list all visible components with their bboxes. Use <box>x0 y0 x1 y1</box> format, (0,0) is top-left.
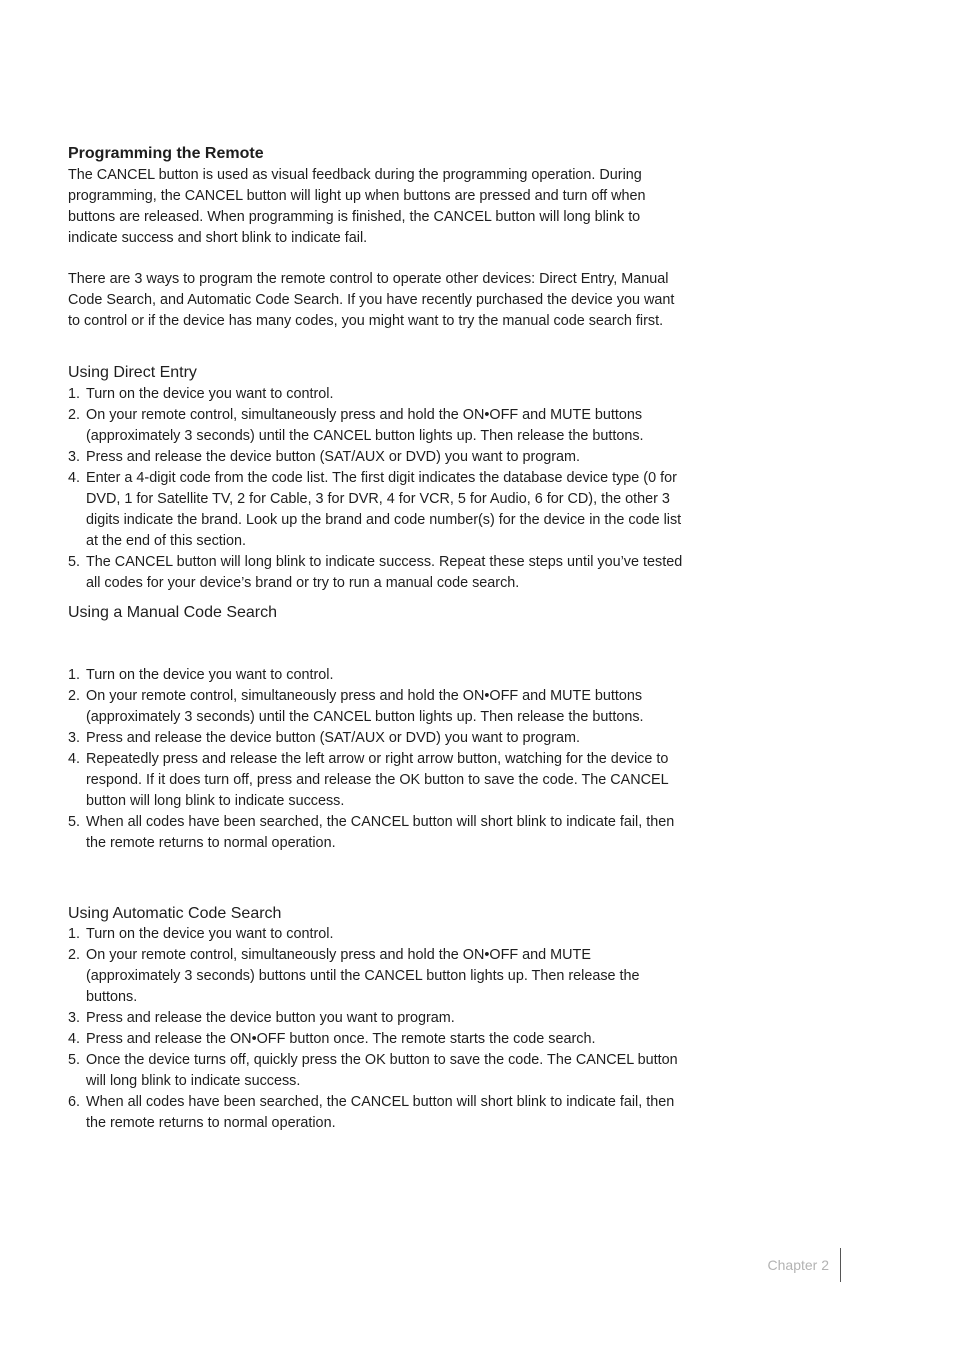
step-text: When all codes have been searched, the CANCEL button will short blink to indicate fail, then the remote returns to normal operation. <box>86 1094 675 1131</box>
list-item <box>68 1008 688 1029</box>
step-text: Enter a 4-digit code from the code list. The first digit indicates the database device type (0 for DVD, 1 for Satellite TV, 2 for Cable, 3 for DVR, 4 for VCR, 5 for Audio, 6 for CD), the other 3 digits indicate the brand. Look up the brand and code number(s) for the device in the code list at the end of this section. <box>86 470 682 549</box>
step-number: 1. <box>68 386 81 402</box>
auto-search-steps <box>68 924 688 1134</box>
step-number: 2. <box>68 947 81 963</box>
section-title: Programming the Remote <box>68 145 264 162</box>
step-text: Once the device turns off, quickly press the OK button to save the code. The CANCEL button will long blink to indicate success. <box>86 1052 678 1089</box>
step-number: 3. <box>68 449 81 465</box>
list-item <box>68 384 688 405</box>
step-number: 2. <box>68 688 81 704</box>
step-number: 5. <box>68 1052 81 1068</box>
manual-search-title: Using a Manual Code Search <box>68 604 278 621</box>
list-item <box>68 924 688 945</box>
step-number: 5. <box>68 814 81 830</box>
step-number: 1. <box>68 926 81 942</box>
step-number: 4. <box>68 751 81 767</box>
list-item <box>68 468 688 552</box>
list-item <box>68 1029 688 1050</box>
list-item <box>68 1092 688 1134</box>
list-item <box>68 749 688 812</box>
list-item <box>68 812 688 854</box>
step-text: On your remote control, simultaneously press and hold the ON•OFF and MUTE buttons (approximately 3 seconds) until the CANCEL button lights up. Then release the buttons. <box>86 407 644 444</box>
intro-paragraph: The CANCEL button is used as visual feedback during the programming operation. During programming, the CANCEL button will light up when buttons are pressed and turn off when buttons are released. When programming is finished, the CANCEL button will long blink to indicate success and short blink to indicate fail. <box>68 167 646 246</box>
step-text: On your remote control, simultaneously press and hold the ON•OFF and MUTE buttons (approximately 3 seconds) until the CANCEL button lights up. Then release the buttons. <box>86 688 644 725</box>
list-item <box>68 552 688 594</box>
step-text: Turn on the device you want to control. <box>86 926 334 942</box>
list-item <box>68 945 688 1008</box>
ways-paragraph: There are 3 ways to program the remote control to operate other devices: Direct Entry, Manual Code Search, and Automatic Code Search. If you have recently purchased the device you want to control or if the device has many codes, you might want to try the manual code search first. <box>68 271 675 329</box>
auto-search-title: Using Automatic Code Search <box>68 905 282 922</box>
direct-entry-title: Using Direct Entry <box>68 364 197 381</box>
footer-divider <box>840 1248 841 1282</box>
list-item <box>68 447 688 468</box>
direct-entry-steps <box>68 384 688 594</box>
step-text: Turn on the device you want to control. <box>86 386 334 402</box>
chapter-label: Chapter 2 <box>767 1257 829 1273</box>
step-text: Press and release the device button (SAT/AUX or DVD) you want to program. <box>86 449 581 465</box>
step-number: 5. <box>68 554 81 570</box>
step-number: 4. <box>68 1031 81 1047</box>
step-number: 2. <box>68 407 81 423</box>
step-text: Turn on the device you want to control. <box>86 667 334 683</box>
step-text: The CANCEL button will long blink to indicate success. Repeat these steps until you’ve tested all codes for your device’s brand or try to run a manual code search. <box>86 554 683 591</box>
step-number: 3. <box>68 730 81 746</box>
step-number: 1. <box>68 667 81 683</box>
manual-search-steps <box>68 665 688 854</box>
list-item <box>68 686 688 728</box>
list-item <box>68 1050 688 1092</box>
step-text: On your remote control, simultaneously press and hold the ON•OFF and MUTE (approximately 3 seconds) buttons until the CANCEL button lights up. Then release the buttons. <box>86 947 640 1005</box>
step-text: Press and release the device button (SAT/AUX or DVD) you want to program. <box>86 730 581 746</box>
step-number: 3. <box>68 1010 81 1026</box>
list-item <box>68 405 688 447</box>
list-item <box>68 665 688 686</box>
step-text: Repeatedly press and release the left arrow or right arrow button, watching for the device to respond. If it does turn off, press and release the OK button to save the code. The CANCEL button will long blink to indicate success. <box>86 751 669 809</box>
step-text: When all codes have been searched, the CANCEL button will short blink to indicate fail, then the remote returns to normal operation. <box>86 814 675 851</box>
step-number: 6. <box>68 1094 81 1110</box>
step-text: Press and release the device button you want to program. <box>86 1010 455 1026</box>
step-text: Press and release the ON•OFF button once. The remote starts the code search. <box>86 1031 596 1047</box>
step-number: 4. <box>68 470 81 486</box>
list-item <box>68 728 688 749</box>
